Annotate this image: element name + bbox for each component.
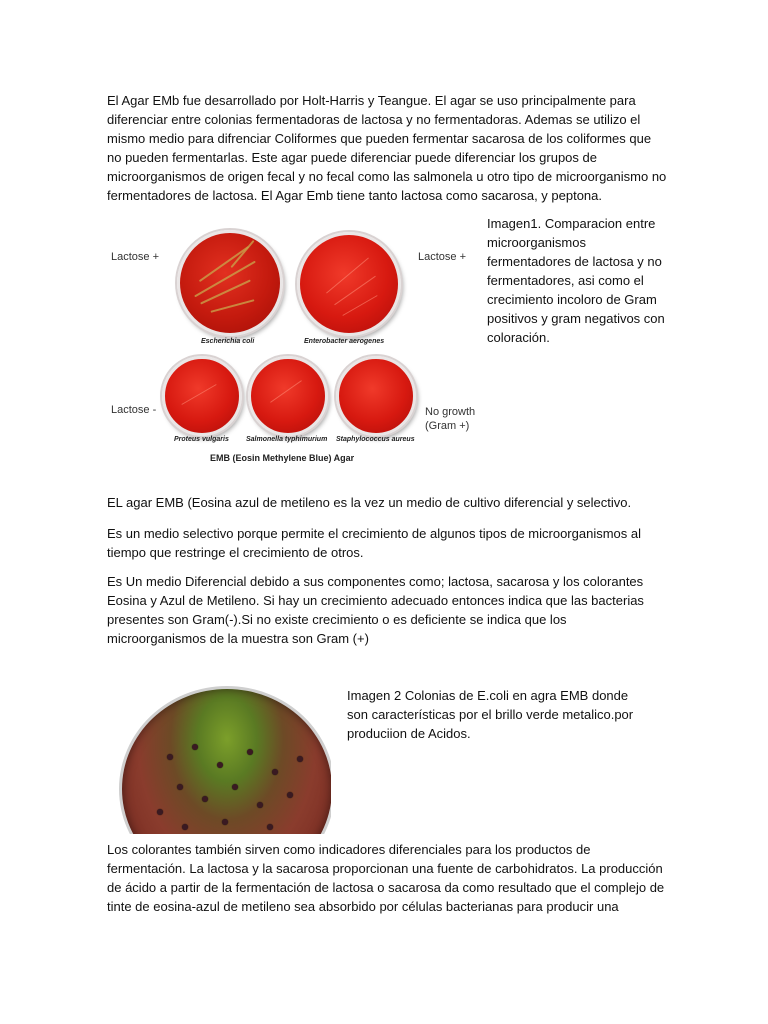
- differential-medium-paragraph: Es Un medio Diferencial debido a sus componentes como; lactosa, sacarosa y los colorantes Eosina y Azul de Metileno. Si hay un crecimiento adecuado entonces indica que las bacterias presentes son Gram(-).Si no existe crecimiento o es deficiente se indica que los microorganismos de la muestra son Gram (+): [107, 574, 644, 646]
- enterobacter-label: Enterobacter aerogenes: [304, 338, 385, 345]
- ecoli-colonies-photo: [107, 684, 331, 834]
- salmonella-label: Salmonella typhimurium: [246, 436, 328, 443]
- figure1-caption: EMB (Eosin Methylene Blue) Agar: [210, 453, 355, 463]
- gram-positive-label: (Gram +): [425, 420, 470, 432]
- imagen2-caption: Imagen 2 Colonias de E.coli en agra EMB donde son características por el brillo verde metalico.por produciion de Acidos.: [347, 688, 634, 741]
- selective-medium-paragraph: Es un medio selectivo porque permite el crecimiento de algunos tipos de microorganismos al tiempo que restringe el crecimiento de otros.: [107, 526, 641, 560]
- lactose-negative-label: Lactose -: [111, 404, 157, 416]
- colorants-paragraph: Los colorantes también sirven como indicadores diferenciales para los productos de fermentación. La lactosa y la sacarosa proporcionan una fuente de carbohidratos. La producción de ácido a partir de la fermentación de lactosa o sacarosa da como resultado que el complejo de tinte de eosina-azul de metileno sea absorbido por células bacterianas para producir una: [107, 842, 665, 914]
- ecoli-label: Escherichia coli: [201, 338, 255, 345]
- proteus-plate: [162, 356, 242, 436]
- ecoli-plate: [177, 230, 283, 336]
- emb-definition-paragraph: EL agar EMB (Eosina azul de metileno es la vez un medio de cultivo diferencial y selectivo.: [107, 495, 632, 510]
- lactose-positive-label-left: Lactose +: [111, 251, 160, 263]
- imagen1-caption: Imagen1. Comparacion entre microorganismos fermentadores de lactosa y no fermentadores, asi como el crecimiento incoloro de Gram positivos y gram negativos con coloración.: [487, 216, 665, 345]
- no-growth-label: No growth: [425, 406, 476, 418]
- staphylococcus-plate: [336, 356, 416, 436]
- enterobacter-plate: [297, 232, 401, 336]
- lactose-positive-label-right: Lactose +: [418, 251, 467, 263]
- intro-paragraph: El Agar EMb fue desarrollado por Holt-Harris y Teangue. El agar se uso principalmente para diferenciar entre colonias fermentadoras de lactosa y no fermentadoras. Ademas se utilizo el mismo medio para difrenciar Coliformes que pueden fermentar sacarosa de los coliformes que no pueden fermentarlas. Este agar puede diferenciar puede diferenciar los grupos de microorganismos de origen fecal y no fecal como las salmonela u otro tipo de microorganismo no fermentadores de lactosa. El Agar Emb tiene tanto lactosa como sacarosa, y peptona.: [107, 93, 667, 203]
- salmonella-plate: [248, 356, 328, 436]
- staphylococcus-label: Staphylococcus aureus: [336, 436, 415, 443]
- proteus-label: Proteus vulgaris: [174, 436, 229, 443]
- emb-plates-figure: [107, 224, 477, 474]
